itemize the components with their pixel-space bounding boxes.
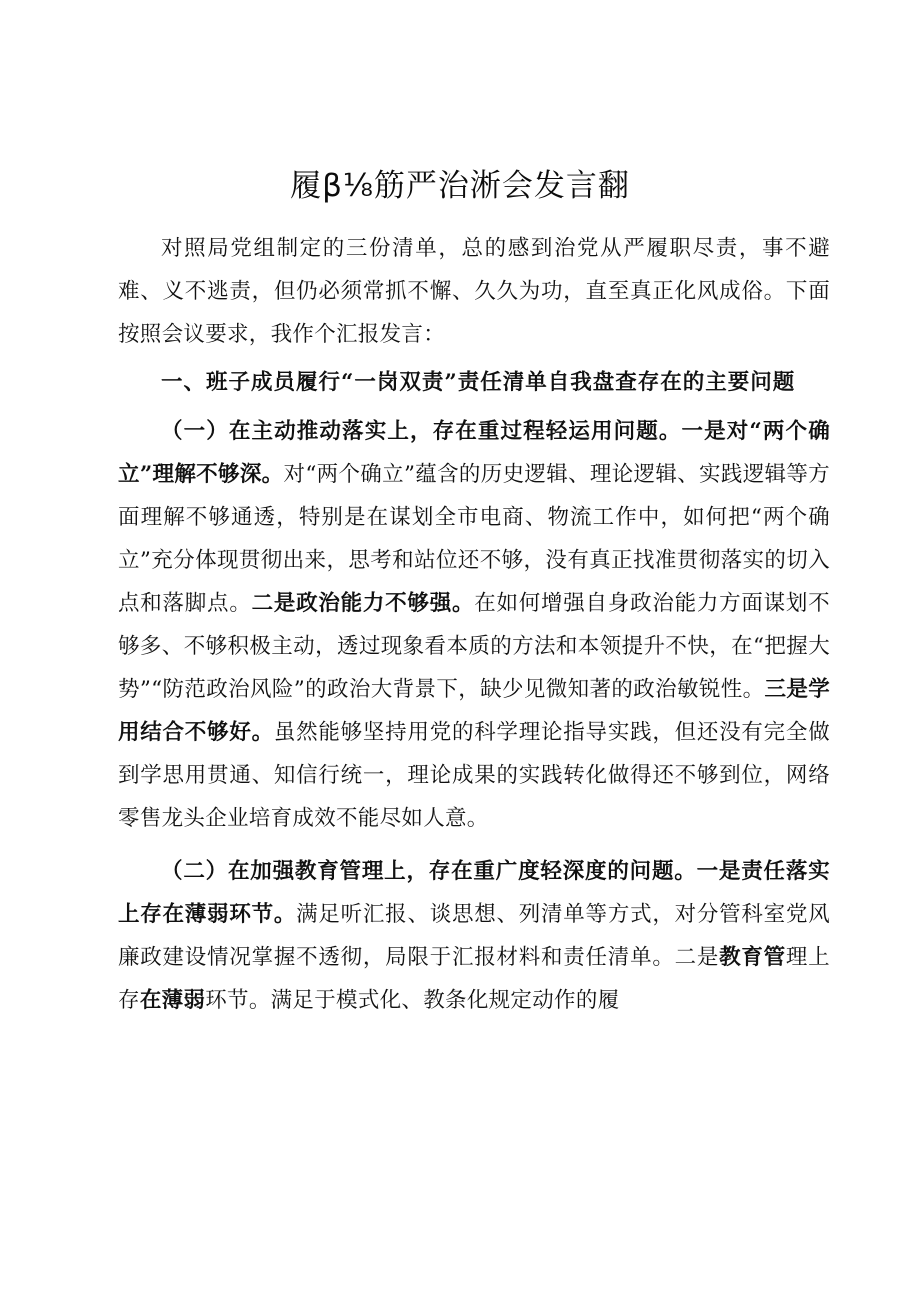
section-2-bold-2: 教育管 [719, 945, 786, 970]
section-1-text-2: 在如何增强自身政治能力方面谋划不够多、不够积极主动，透过现象看本质的方法和本领提升不快，在“把握大势”“防范政治风险”的政治大背景下，缺少见微知著的政治敏锐性。 [118, 591, 830, 702]
section-2-text-1: 满足听汇报、谈思想、列清单等方式，对分管科室党风廉政建设情况掌握不透彻，局限于汇报材料和责任清单。二是 [118, 902, 831, 970]
document-body [118, 227, 830, 1027]
section-1-point-2: 二是政治能力不够强。 [251, 591, 475, 616]
section-2-bold-3: 在薄弱 [139, 988, 206, 1013]
section-1-point-3: 三是学用结合不够好。 [118, 677, 830, 745]
page-title: 履β⅛筋严治淅会发言翻 [290, 168, 630, 204]
section-2-lead: （二）在加强教育管理上，存在重广度轻深度的问题。一是责任落实上存在薄弱环节。 [118, 859, 830, 927]
section-2-text-3: 环节。满足于模式化、教条化规定动作的履 [205, 988, 620, 1013]
section-heading: 一、班子成员履行“一岗双责”责任清单自我盘查存在的主要问题 [161, 370, 796, 395]
section-2-paragraph [118, 850, 830, 1022]
section-1-text-1: 对“两个确立”蕴含的历史逻辑、理论逻辑、实践逻辑等方面理解不够通透，特别是在谋划全市电商、物流工作中，如何把“两个确立”充分体现贯彻出来，思考和站位还不够，没有真正找准贯彻落实的切入点和落脚点。 [118, 462, 830, 616]
section-2-text-2: 理上存 [118, 945, 830, 1013]
section-1-lead: （一）在主动推动落实上，存在重过程轻运用问题。一是对“两个确立”理解不够深。 [118, 419, 830, 487]
section-1-paragraph [118, 410, 830, 840]
intro-paragraph: 对照局党组制定的三份清单，总的感到治党从严履职尽责，事不避难、义不逃责，但仍必须常抓不懈、久久为功，直至真正化风成俗。下面按照会议要求，我作个汇报发言： [118, 236, 830, 347]
section-1-text-3: 虽然能够坚持用党的科学理论指导实践，但还没有完全做到学思用贯通、知信行统一，理论成果的实践转化做得还不够到位，网络零售龙头企业培育成效不能尽如人意。 [118, 720, 830, 831]
